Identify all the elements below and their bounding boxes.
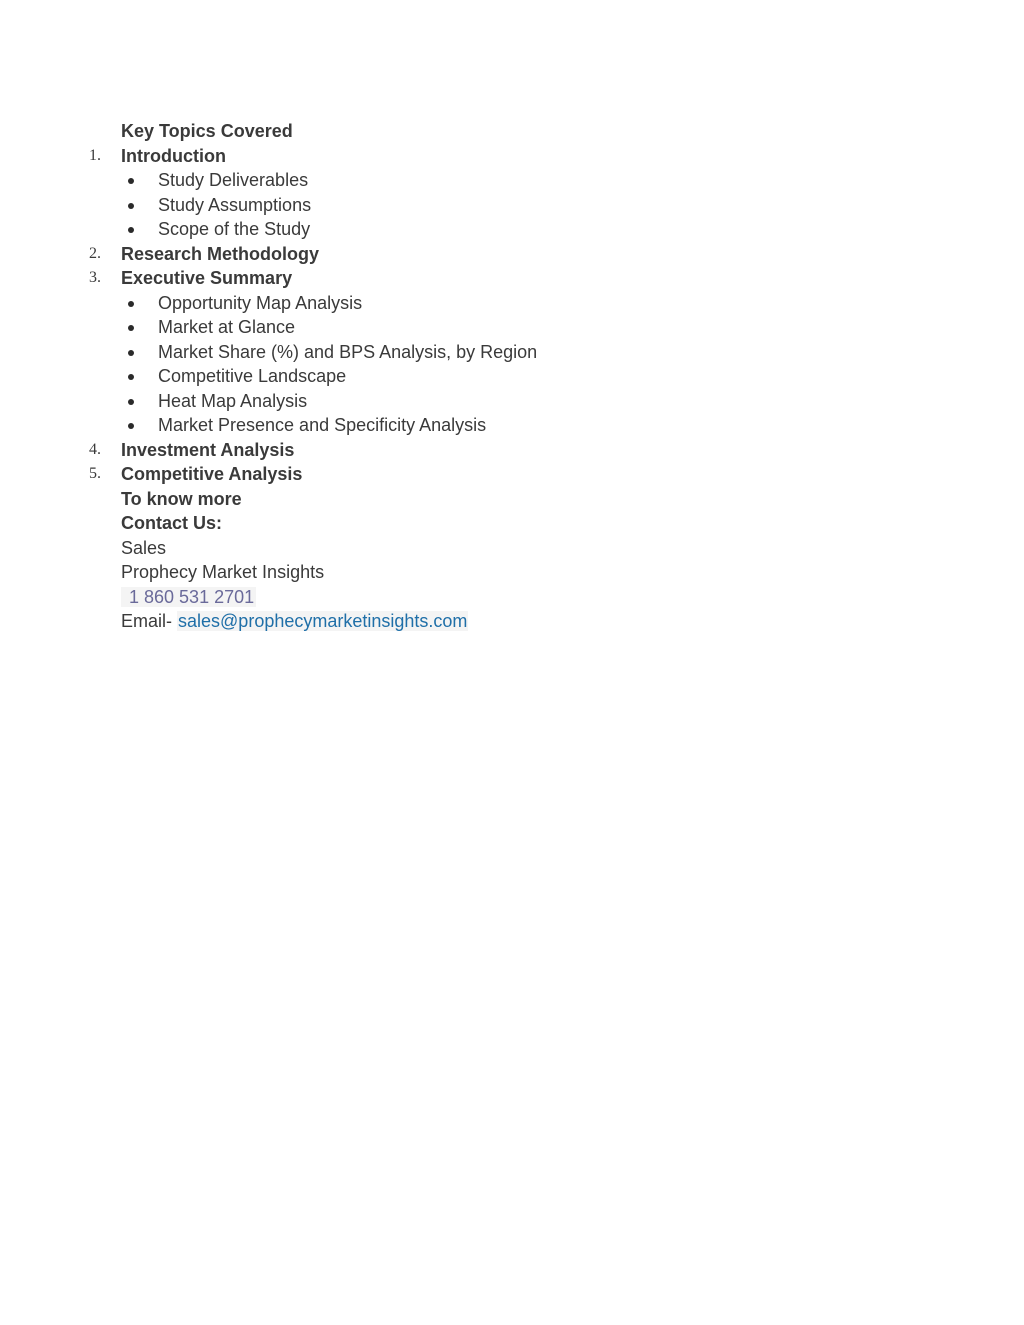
section-line — [0, 462, 1024, 487]
bullet-icon — [128, 178, 134, 184]
section-title: Competitive Analysis — [121, 464, 303, 484]
list-item — [0, 389, 1024, 414]
list-item — [0, 193, 1024, 218]
phone-line — [0, 585, 1024, 610]
list-item — [0, 315, 1024, 340]
section-number: 3. — [89, 269, 101, 286]
contact-us-heading: Contact Us: — [121, 513, 223, 533]
company-line — [0, 560, 1024, 585]
list-item-label: Opportunity Map Analysis — [158, 292, 363, 313]
section-title: Executive Summary — [121, 268, 293, 288]
section-number: 4. — [89, 440, 101, 458]
list-item — [0, 413, 1024, 438]
list-item — [0, 364, 1024, 389]
bullet-icon — [128, 227, 134, 233]
section-title: Investment Analysis — [121, 439, 295, 460]
list-item-label: Study Assumptions — [158, 194, 312, 215]
section-number: 2. — [89, 244, 101, 262]
section-line — [0, 242, 1024, 267]
list-item — [0, 217, 1024, 242]
bullet-icon — [128, 325, 134, 331]
list-item — [0, 340, 1024, 365]
section-line — [0, 438, 1024, 463]
email-link[interactable]: sales@prophecymarketinsights.com — [178, 611, 468, 631]
company-name: Prophecy Market Insights — [121, 562, 325, 582]
bullet-icon — [128, 301, 134, 307]
phone-wrapper — [121, 585, 256, 610]
bullet-icon — [128, 374, 134, 380]
section-number: 1. — [89, 146, 101, 164]
list-item — [0, 291, 1024, 316]
bullet-icon — [128, 203, 134, 209]
section-line — [0, 266, 1024, 291]
section-title: Research Methodology — [121, 243, 320, 264]
phone-number[interactable]: 1 860 531 2701 — [121, 587, 256, 607]
document-page — [0, 119, 1024, 634]
email-line — [0, 609, 1024, 634]
list-item-label: Study Deliverables — [158, 170, 309, 190]
bullet-icon — [128, 350, 134, 356]
list-item-label: Competitive Landscape — [158, 366, 347, 386]
section-number: 5. — [89, 465, 101, 482]
key-topics-heading: Key Topics Covered — [121, 121, 293, 141]
contact-us-line — [0, 511, 1024, 536]
list-item-label: Market Presence and Specificity Analysis — [158, 415, 487, 435]
list-item-label: Market Share (%) and BPS Analysis, by Region — [158, 341, 538, 362]
list-item-label: Heat Map Analysis — [158, 390, 308, 411]
bullet-icon — [128, 399, 134, 405]
bullet-icon — [128, 423, 134, 429]
email-label: Email- — [121, 611, 178, 631]
list-item-label: Scope of the Study — [158, 219, 311, 239]
section-line — [0, 144, 1024, 169]
email-wrapper — [121, 609, 468, 634]
sales-line — [0, 536, 1024, 561]
sales-text: Sales — [121, 537, 167, 558]
to-know-more-text: To know more — [121, 488, 242, 509]
list-item-label: Market at Glance — [158, 317, 296, 337]
list-item — [0, 168, 1024, 193]
section-title: Introduction — [121, 145, 226, 166]
heading-line — [0, 119, 1024, 144]
to-know-more-line — [0, 487, 1024, 512]
